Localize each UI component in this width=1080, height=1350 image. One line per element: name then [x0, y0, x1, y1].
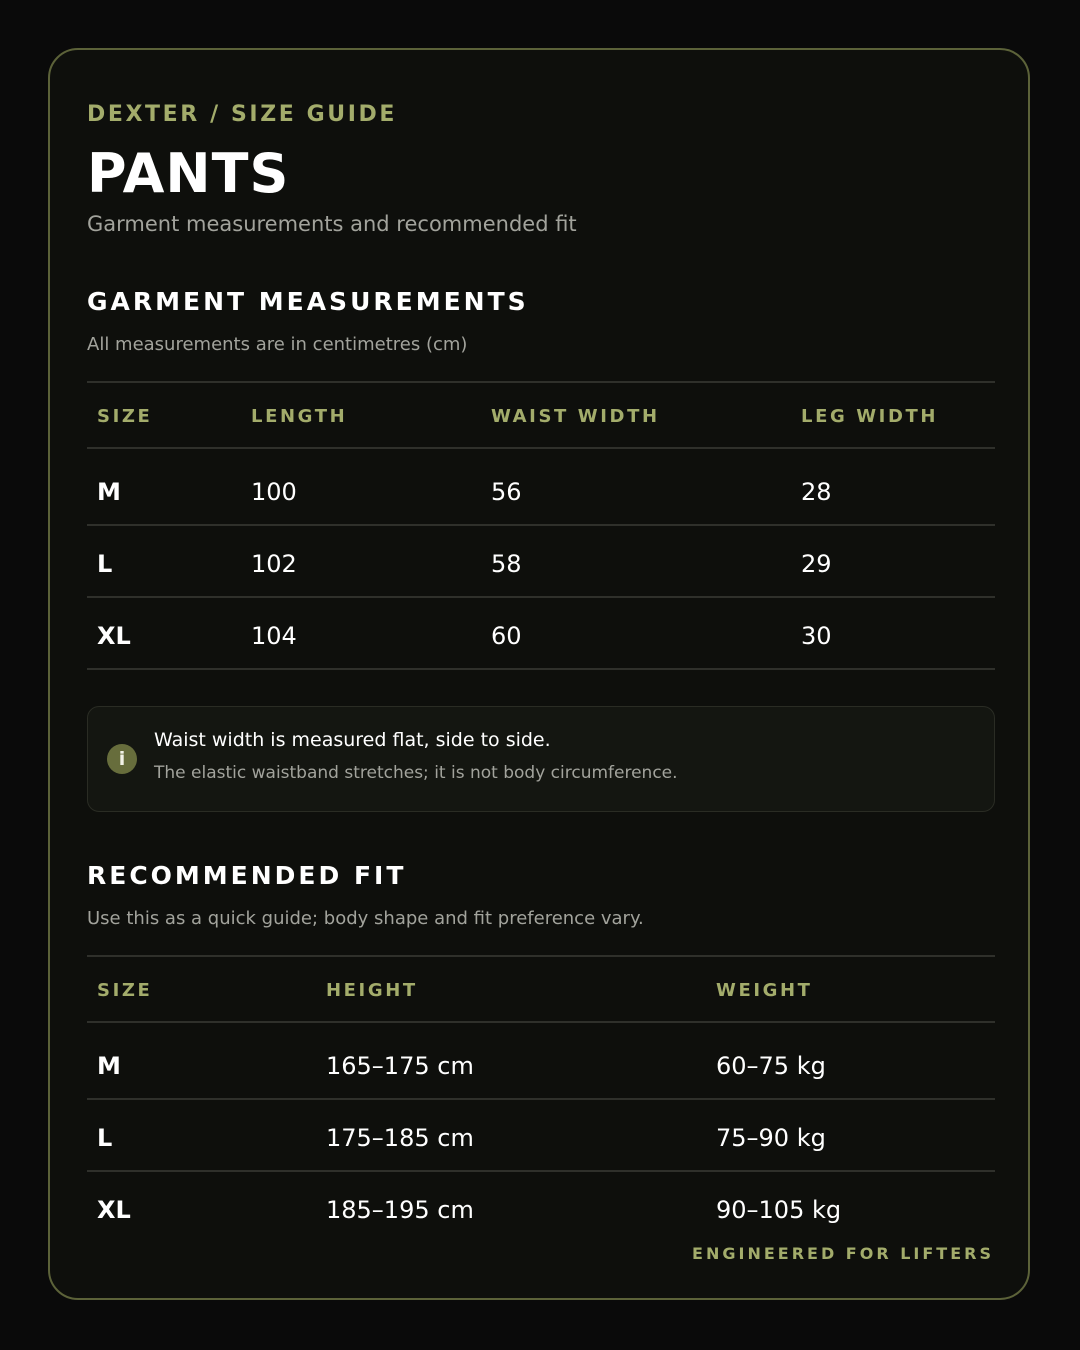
size-cell: L: [97, 1124, 113, 1152]
length-cell: 104: [251, 622, 297, 650]
note-detail: The elastic waistband stretches; it is not body circumference.: [154, 763, 678, 783]
waist-width-cell: 58: [491, 550, 522, 578]
column-header-leg-width: LEG WIDTH: [801, 406, 939, 427]
column-header-size: SIZE: [97, 980, 153, 1001]
info-note: [87, 706, 995, 812]
measurements-subtitle: All measurements are in centimetres (cm): [87, 334, 468, 355]
column-header-length: LENGTH: [251, 406, 348, 427]
note-text: Waist width is measured flat, side to side.: [154, 729, 551, 751]
length-cell: 102: [251, 550, 297, 578]
size-cell: XL: [97, 622, 131, 650]
fit-title: RECOMMENDED FIT: [87, 861, 407, 890]
table-divider: [87, 447, 995, 449]
height-cell: 165–175 cm: [326, 1052, 474, 1080]
waist-width-cell: 56: [491, 478, 522, 506]
weight-cell: 90–105 kg: [716, 1196, 842, 1224]
table-divider: [87, 1170, 995, 1172]
weight-cell: 75–90 kg: [716, 1124, 826, 1152]
fit-subtitle: Use this as a quick guide; body shape and fit preference vary.: [87, 908, 644, 929]
size-cell: M: [97, 1052, 121, 1080]
leg-width-cell: 29: [801, 550, 832, 578]
height-cell: 175–185 cm: [326, 1124, 474, 1152]
table-divider: [87, 1021, 995, 1023]
table-divider: [87, 1098, 995, 1100]
size-cell: L: [97, 550, 113, 578]
height-cell: 185–195 cm: [326, 1196, 474, 1224]
size-cell: M: [97, 478, 121, 506]
size-guide-card: [48, 48, 1030, 1300]
table-divider: [87, 381, 995, 383]
length-cell: 100: [251, 478, 297, 506]
column-header-height: HEIGHT: [326, 980, 418, 1001]
footer-tagline: ENGINEERED FOR LIFTERS: [692, 1244, 994, 1263]
column-header-weight: WEIGHT: [716, 980, 813, 1001]
table-divider: [87, 955, 995, 957]
table-divider: [87, 596, 995, 598]
leg-width-cell: 28: [801, 478, 832, 506]
measurements-title: GARMENT MEASUREMENTS: [87, 287, 529, 316]
waist-width-cell: 60: [491, 622, 522, 650]
breadcrumb: DEXTER / SIZE GUIDE: [87, 102, 398, 127]
page-subtitle: Garment measurements and recommended fit: [87, 212, 577, 236]
size-cell: XL: [97, 1196, 131, 1224]
page-title: PANTS: [87, 142, 290, 205]
table-divider: [87, 668, 995, 670]
table-divider: [87, 524, 995, 526]
column-header-waist-width: WAIST WIDTH: [491, 406, 660, 427]
info-icon: i: [107, 744, 137, 774]
weight-cell: 60–75 kg: [716, 1052, 826, 1080]
leg-width-cell: 30: [801, 622, 832, 650]
column-header-size: SIZE: [97, 406, 153, 427]
